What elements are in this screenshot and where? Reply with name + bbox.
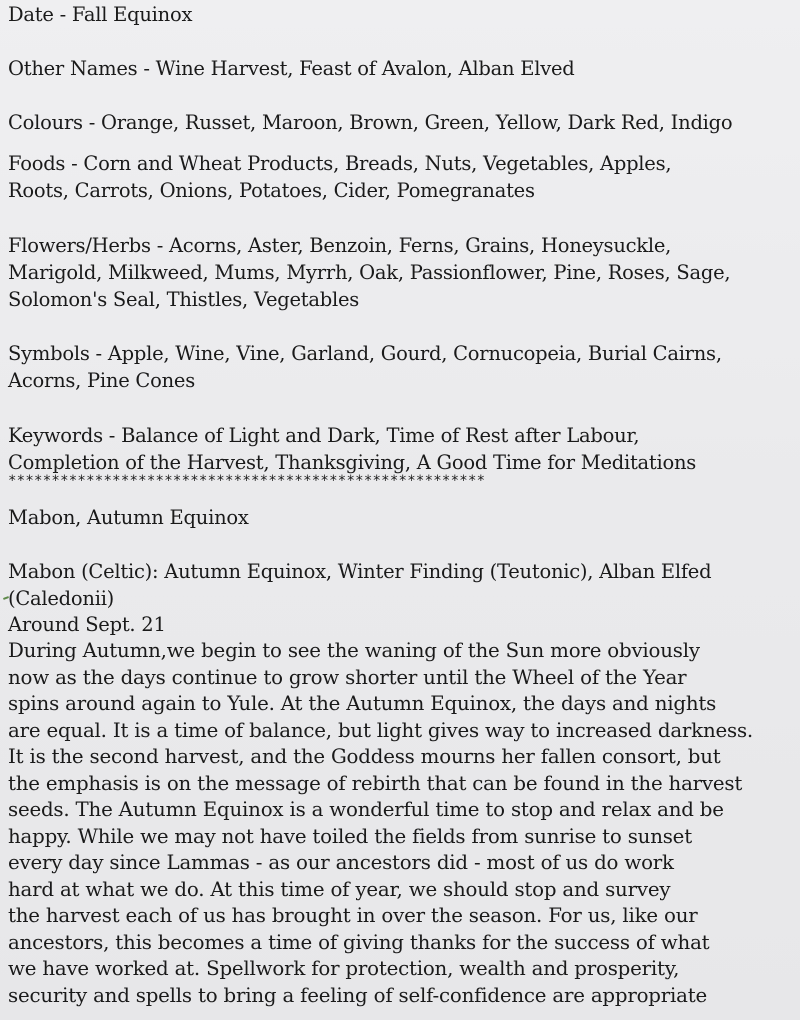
body-line-7: seeds. The Autumn Equinox is a wonderful time to stop and relax and be xyxy=(8,798,724,821)
names-line-2: (Caledonii) xyxy=(8,587,115,610)
body-line-9: every day since Lammas - as our ancestors did - most of us do work xyxy=(8,851,674,874)
body-line-4: are equal. It is a time of balance, but light gives way to increased darkness. xyxy=(8,719,753,742)
body-line-14: security and spells to bring a feeling of self-confidence are appropriate xyxy=(8,984,707,1007)
other-names-line: Other Names - Wine Harvest, Feast of Avalon, Alban Elved xyxy=(8,57,575,80)
section-title: Mabon, Autumn Equinox xyxy=(8,506,249,529)
around-date-line: Around Sept. 21 xyxy=(8,613,166,636)
symbols-line-2: Acorns, Pine Cones xyxy=(8,369,195,392)
keywords-line-1: Keywords - Balance of Light and Dark, Time of Rest after Labour, xyxy=(8,424,640,447)
foods-line-2: Roots, Carrots, Onions, Potatoes, Cider, Pomegranates xyxy=(8,179,535,202)
keywords-line-2: Completion of the Harvest, Thanksgiving, A Good Time for Meditations xyxy=(8,451,697,474)
body-line-5: It is the second harvest, and the Goddess mourns her fallen consort, but xyxy=(8,745,721,768)
body-line-12: ancestors, this becomes a time of giving thanks for the success of what xyxy=(8,931,710,954)
body-line-10: hard at what we do. At this time of year, we should stop and survey xyxy=(8,878,671,901)
body-line-8: happy. While we may not have toiled the fields from sunrise to sunset xyxy=(8,825,692,848)
body-line-13: we have worked at. Spellwork for protection, wealth and prosperity, xyxy=(8,957,680,980)
asterisk-separator: ******************************************************* xyxy=(8,473,486,489)
flowers-herbs-line-2: Marigold, Milkweed, Mums, Myrrh, Oak, Passionflower, Pine, Roses, Sage, xyxy=(8,261,731,284)
body-line-11: the harvest each of us has brought in over the season. For us, like our xyxy=(8,904,698,927)
colours-line: Colours - Orange, Russet, Maroon, Brown, Green, Yellow, Dark Red, Indigo xyxy=(8,111,733,134)
foods-line-1: Foods - Corn and Wheat Products, Breads, Nuts, Vegetables, Apples, xyxy=(8,152,672,175)
names-line-1: Mabon (Celtic): Autumn Equinox, Winter Finding (Teutonic), Alban Elfed xyxy=(8,560,712,583)
body-line-2: now as the days continue to grow shorter until the Wheel of the Year xyxy=(8,666,687,689)
body-line-3: spins around again to Yule. At the Autumn Equinox, the days and nights xyxy=(8,692,717,715)
body-line-1: During Autumn,we begin to see the waning of the Sun more obviously xyxy=(8,639,700,662)
date-line: Date - Fall Equinox xyxy=(8,3,193,26)
symbols-line-1: Symbols - Apple, Wine, Vine, Garland, Gourd, Cornucopeia, Burial Cairns, xyxy=(8,342,722,365)
body-line-6: the emphasis is on the message of rebirth that can be found in the harvest xyxy=(8,772,743,795)
flowers-herbs-line-1: Flowers/Herbs - Acorns, Aster, Benzoin, Ferns, Grains, Honeysuckle, xyxy=(8,234,672,257)
flowers-herbs-line-3: Solomon's Seal, Thistles, Vegetables xyxy=(8,288,359,311)
